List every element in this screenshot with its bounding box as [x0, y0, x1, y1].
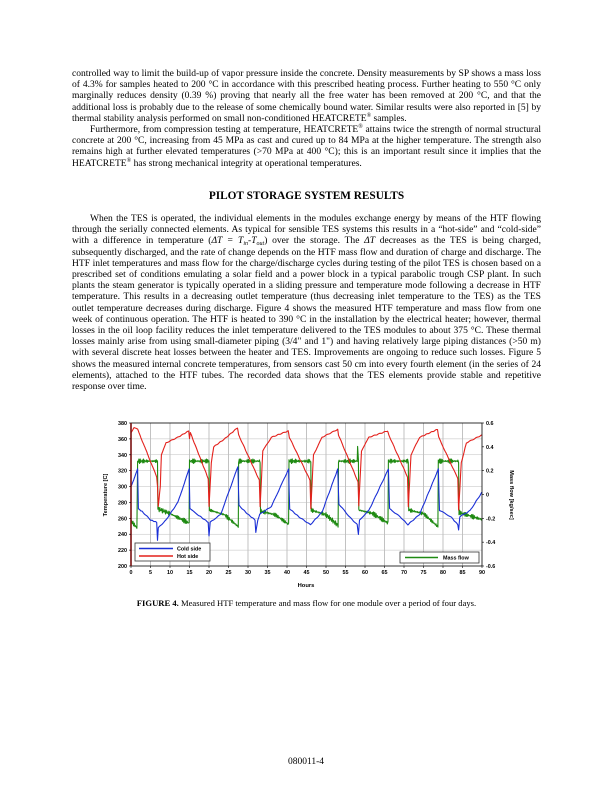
formula: ΔT [364, 235, 376, 247]
x-tick-label: 15 [186, 570, 193, 576]
paragraph-density [72, 68, 541, 124]
x-tick-label: 30 [245, 570, 251, 576]
legend-mass-flow [400, 552, 479, 563]
y-tick-label: 300 [118, 484, 127, 491]
x-tick-label: 35 [264, 570, 271, 576]
y2-tick-label: 0.6 [486, 421, 494, 427]
x-tick-label: 5 [149, 570, 152, 576]
y-tick-label: 280 [118, 500, 127, 507]
text: samples. [371, 112, 407, 124]
y-axis-title: Temperature [C] [103, 473, 109, 517]
x-axis-title: Hours [297, 583, 315, 589]
y-tick-label: 240 [118, 532, 127, 539]
y-tick-label: 340 [118, 452, 127, 459]
y-tick-label: 320 [118, 468, 127, 475]
registered-mark: ® [366, 112, 372, 119]
y2-tick-label: 0 [486, 492, 489, 499]
y-tick-label: 200 [118, 564, 127, 570]
paragraph-strength [72, 124, 541, 169]
x-tick-label: 65 [381, 570, 388, 576]
x-tick-label: 25 [225, 570, 232, 576]
x-tick-label: 75 [420, 570, 427, 576]
x-tick-label: 20 [206, 570, 212, 576]
x-tick-label: 55 [342, 570, 349, 576]
y2-tick-label: 0.4 [486, 444, 494, 451]
caption-text: Measured HTF temperature and mass flow for one module over a period of four days. [178, 598, 477, 608]
figure-label: FIGURE 4. [136, 598, 179, 608]
x-tick-label: 90 [479, 570, 485, 576]
y2-axis-title: Mass flow [kg/sec] [508, 470, 514, 520]
x-tick-label: 70 [401, 570, 407, 576]
registered-mark: ® [126, 157, 132, 164]
y-tick-label: 380 [118, 421, 127, 427]
text: has strong mechanical integrity at operational temperatures. [131, 157, 362, 169]
x-tick-label: 80 [440, 570, 446, 576]
x-tick-label: 60 [362, 570, 368, 576]
figure-caption [72, 598, 541, 608]
y2-tick-label: -0.4 [486, 540, 496, 547]
x-tick-label: 40 [284, 570, 290, 576]
registered-mark: ® [358, 124, 363, 130]
y-tick-label: 260 [118, 516, 127, 523]
section-heading: PILOT STORAGE SYSTEM RESULTS [208, 190, 405, 202]
text: attains twice the strength of normal structural concrete at 200 °C, increasing from 45 MPa as cast and cured up to 84 MPa at the higher temperature. The strength also remains high at further elevated temperatures (>70 MPa at 400 °C); this is an important result since it implies that the HEATCRETE [72, 124, 541, 169]
x-tick-label: 45 [303, 570, 310, 576]
x-tick-label: 10 [167, 570, 173, 576]
figure-4-chart [100, 415, 540, 597]
text: controlled way to limit the build-up of vapor pressure inside the concrete. Density measurements by SP shows a mass loss of 4.3% for samples heated to 200 °C in accordance with this prescribed heating process. Further heating to 550 °C only marginally reduces density (0.39 %) proving that nearly all the free water has been removed at 200 °C, and that the additional loss is probably due to the release of some chemically bound water. Similar results were also reported in [5] by thermal stability analysis performed on small non-conditioned HEATCRETE [72, 68, 541, 124]
legend-temperature [135, 543, 210, 561]
y2-tick-label: -0.6 [486, 564, 496, 570]
text: ) over the storage. The [264, 235, 365, 247]
formula-sub: out [256, 241, 265, 248]
formula-sub: in [243, 241, 249, 248]
page-number: 080011-4 [287, 757, 325, 767]
legend-label-hot: Hot side [177, 554, 199, 560]
x-tick-label: 0 [129, 570, 133, 576]
formula: ΔT = T [211, 235, 244, 247]
legend-label-cold: Cold side [177, 546, 202, 553]
text: When the TES is operated, the individual elements in the modules exchange energy by means of the HTF flowing through the serially connected elements. As typical for sensible TES systems this results in a “hot-side” and “cold-side” with a difference in temperature ( [72, 213, 541, 247]
x-tick-label: 85 [459, 570, 466, 576]
y-tick-label: 220 [118, 548, 127, 555]
paragraph-results [72, 213, 541, 392]
y2-tick-label: -0.2 [486, 516, 496, 523]
text: Furthermore, from compression testing at temperature, HEATCRETE [90, 124, 359, 135]
text: decreases as the TES is being charged, subsequently discharged, and the rate of change depends on the HTF mass flow and duration of charge and discharge. The HTF inlet temperatures and mass flow for the charge/discharge cycles during testing of the pilot TES is chosen based on a prescribed set of conditions emulating a solar field and a power block in a typical parabolic trough CSP plant. In such plants the steam generator is typically operated in a sliding pressure and temperature mode following a decrease in HTF temperature. This results in a decreasing outlet temperature (thus decreasing inlet temperature to the TES) as the TES outlet temperature decreases during discharge. Figure 4 shows the measured HTF temperature and mass flow from one week of continuous operation. The HTF is heated to 390 °C in the installation by the electrical heater; however, thermal losses in the oil loop facility reduces the inlet temperature delivered to the TES modules to about 375 °C. These thermal losses mainly arise from using small-diameter piping (3/4" and 1") and having relatively large piping distances (>50 m) with several discrete heat losses between the heater and TES. Improvements are ongoing to reduce such losses. Figure 5 shows the measured internal concrete temperatures, from sensors cast 50 cm into every fourth element (in the series of 24 elements), attached to the HTF tubes. The recorded data shows that the TES elements provide stable and repetitive response over time. [72, 235, 541, 393]
y-tick-label: 360 [118, 436, 127, 443]
y2-tick-label: 0.2 [486, 468, 494, 475]
formula: -T [248, 235, 257, 247]
legend-label-mass: Mass flow [443, 555, 469, 562]
x-tick-label: 50 [323, 570, 329, 576]
